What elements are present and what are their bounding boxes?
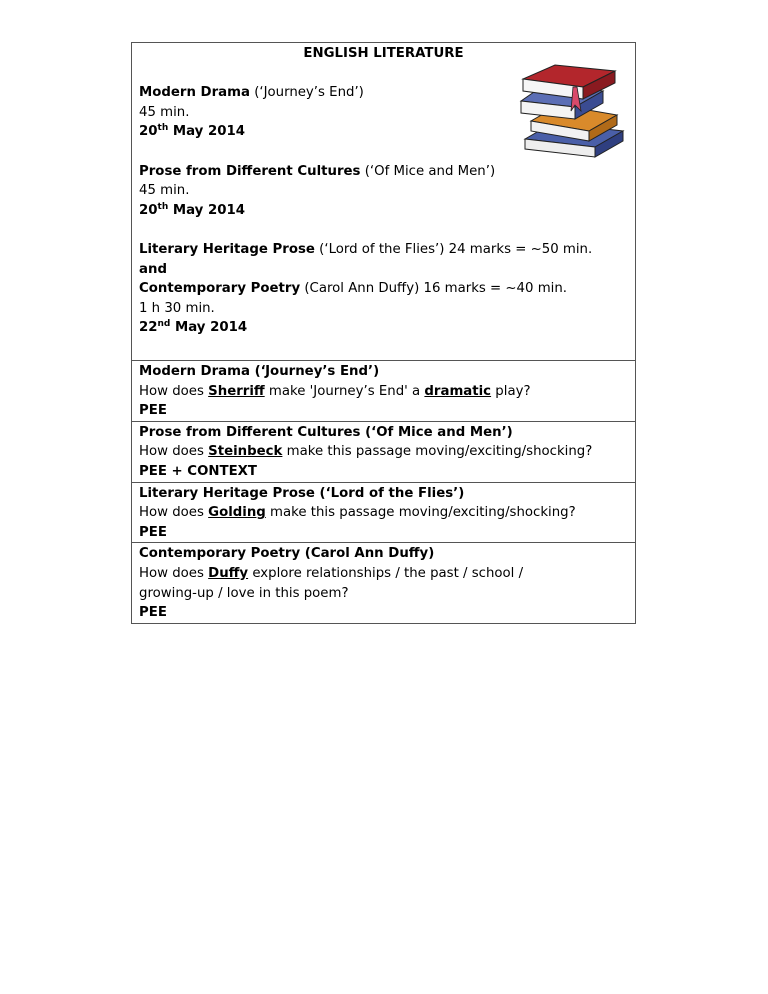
answer-method: PEE xyxy=(139,605,167,621)
question-heading: Modern Drama (‘Journey’s End’) xyxy=(139,364,380,379)
question-heading: Literary Heritage Prose (‘Lord of the Flies’) xyxy=(139,485,465,501)
question-cell-poetry xyxy=(132,542,635,622)
exam-subject: Modern Drama xyxy=(139,85,250,101)
exam-subject: Literary Heritage Prose xyxy=(139,241,315,257)
question-text: make 'Journey’s End' a xyxy=(264,383,425,399)
answer-method: PEE xyxy=(139,403,167,419)
exam-date-day: 22 xyxy=(139,320,158,336)
answer-method: PEE + CONTEXT xyxy=(139,463,257,479)
exam-date-rest: May 2014 xyxy=(175,320,248,336)
key-word: dramatic xyxy=(424,383,492,399)
question-heading: Prose from Different Cultures (‘Of Mice and Men’) xyxy=(139,424,513,440)
exam-duration: 45 min. xyxy=(139,183,190,199)
question-text: How does xyxy=(139,505,209,521)
exam-combined-paper xyxy=(139,240,628,338)
exam-date-rest: May 2014 xyxy=(172,202,245,218)
question-text: How does xyxy=(139,565,209,581)
question-heading: Contemporary Poetry (Carol Ann Duffy) xyxy=(139,546,435,562)
exam-date-rest: May 2014 xyxy=(172,124,245,140)
exam-duration: 45 min. xyxy=(139,104,190,120)
author-name: Steinbeck xyxy=(208,444,283,460)
exam-date-suffix: nd xyxy=(157,319,171,330)
exam-date-suffix: th xyxy=(157,201,169,212)
question-cell-modern-drama xyxy=(132,360,635,421)
and-label: and xyxy=(139,261,167,277)
question-text: explore relationships / the past / school / xyxy=(248,565,524,581)
question-text: make this passage moving/exciting/shocking? xyxy=(282,444,593,460)
exam-subject: Contemporary Poetry xyxy=(139,281,301,297)
author-name: Duffy xyxy=(208,565,249,581)
exam-date-day: 20 xyxy=(139,202,158,218)
question-text: How does xyxy=(139,444,209,460)
question-cell-prose xyxy=(132,421,635,482)
question-cell-literary-heritage xyxy=(132,482,635,543)
exam-text: (‘Journey’s End’) xyxy=(254,85,364,101)
books-stack-illustration xyxy=(517,61,629,159)
question-text: make this passage moving/exciting/shocking? xyxy=(265,505,576,521)
author-name: Golding xyxy=(208,505,266,521)
exam-schedule-cell xyxy=(132,43,635,360)
exam-prose-different-cultures xyxy=(139,162,628,221)
author-name: Sherriff xyxy=(208,383,265,399)
question-text: growing-up / love in this poem? xyxy=(139,585,349,601)
exam-duration: 1 h 30 min. xyxy=(139,300,215,316)
exam-text: (‘Of Mice and Men’) xyxy=(364,163,496,179)
exam-date-day: 20 xyxy=(139,124,158,140)
exam-text: (Carol Ann Duffy) 16 marks = ~40 min. xyxy=(304,281,568,297)
question-text: play? xyxy=(491,383,531,399)
page-title: ENGLISH LITERATURE xyxy=(303,46,464,61)
question-text: How does xyxy=(139,383,209,399)
exam-date-suffix: th xyxy=(157,123,169,134)
answer-method: PEE xyxy=(139,524,167,540)
exam-subject: Prose from Different Cultures xyxy=(139,163,361,179)
exam-text: (‘Lord of the Flies’) 24 marks = ~50 min. xyxy=(319,241,593,257)
exam-table xyxy=(131,42,636,624)
